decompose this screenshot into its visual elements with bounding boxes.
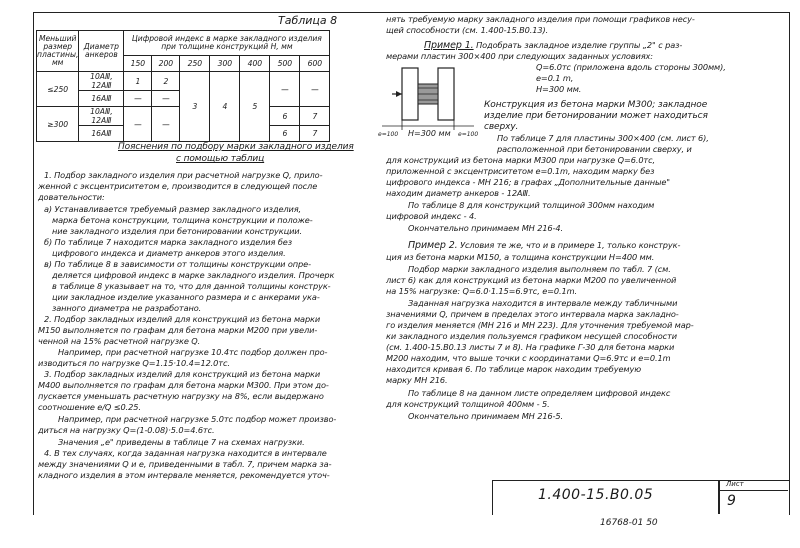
table-cell: — — [152, 107, 180, 142]
text-line: Например, при расчетной нагрузке 10.4тс подбор должен про- — [58, 347, 328, 357]
text-line: для конструкций из бетона марки М300 при нагрузке Q=6.0тс, — [386, 155, 656, 165]
text-line: Конструкция из бетона марки М300; закладное — [484, 100, 708, 110]
text-line: лист 6) как для конструкций из бетона марки М200 по увеличенной — [386, 275, 677, 285]
archive-stamp: 16768-01 50 — [600, 518, 658, 528]
size-row-2: ≥300 — [37, 107, 79, 142]
text-line: деляется цифровой индекс в марке закладного изделия. Прочерк — [52, 270, 335, 280]
table-cell: 7 — [300, 107, 330, 126]
text-line: на 15% нагрузке: Q=6.0·1.15=6.9тс, е=0.1m. — [386, 286, 577, 296]
dimension-e-right: е=100 — [458, 131, 478, 138]
document-code: 1.400-15.В0.05 — [538, 487, 654, 503]
sheet-number: 9 — [727, 493, 736, 509]
text-line: Подбор марки закладного изделия выполняем по табл. 7 (см. — [408, 264, 671, 274]
load-arrow-head — [396, 91, 402, 97]
text-line: марку МН 216. — [386, 375, 448, 385]
text-line: Подобрать закладное изделие группы „2" с раз- — [473, 40, 683, 50]
table-cell: 6 — [270, 126, 300, 142]
text-line: Например, при расчетной нагрузке 5.0тс подбор может произво- — [58, 414, 337, 424]
table-cell: — — [124, 107, 152, 142]
embed-part-figure — [378, 64, 478, 144]
text-line: б) По таблице 7 находится марка закладного изделия без — [44, 237, 292, 247]
text-line: цифровой индекс - 4. — [386, 211, 477, 221]
sheet-label: Лист — [726, 480, 744, 488]
text-line: го изделия меняется (МН 216 и МН 223). Для уточнения требуемой мар- — [386, 320, 694, 330]
table-head-span: Цифровой индекс в марке закладного изделия при толщине конструкций Н, мм — [124, 31, 330, 56]
text-line: мерами пластин 300×400 при следующих заданных условиях: — [386, 51, 653, 61]
thickness-250: 250 — [180, 56, 210, 72]
table-cell: 6 — [270, 107, 300, 126]
anchor-cell: 16АⅢ — [79, 126, 124, 142]
text-line: Заданная нагрузка находится в интервале между табличными — [408, 298, 678, 308]
table-cell: 7 — [300, 126, 330, 142]
text-line: Условия те же, что и в примере 1, только конструк- — [457, 240, 681, 250]
anchor-cell: 10АⅢ, 12АⅢ — [79, 107, 124, 126]
text-line: (см. 1.400-15.В0.13 листы 7 и 8). На графике Г-30 для бетона марки — [386, 342, 675, 352]
text-line: щей способности (см. 1.400-15.В0.13). — [386, 25, 549, 35]
text-line: нять требуемую марку закладного изделия при помощи графиков несу- — [386, 14, 695, 24]
text-line: 1. Подбор закладного изделия при расчетной нагрузке Q, прило- — [44, 170, 323, 180]
text-line: ки закладного изделия пользуемся графиком несущей способности — [386, 331, 677, 341]
condition-line: Q=6.0тс (приложена вдоль стороны 300мм), — [536, 62, 726, 72]
thickness-200: 200 — [152, 56, 180, 72]
text-line: М200 находим, что выше точки с координатами Q=6.9тс и е=0.1m — [386, 353, 671, 363]
table-cell: — — [270, 72, 300, 107]
text-line: ции закладное изделие указанного размера и с анкерами ука- — [52, 292, 320, 302]
text-line: 4. В тех случаях, когда заданная нагрузка находится в интервале — [44, 448, 327, 458]
text-line: между значениями Q и е, приведенными в табл. 7, причем марка за- — [38, 459, 332, 469]
anchor-cell: 10АⅢ, 12АⅢ — [79, 72, 124, 91]
table-cell: 5 — [240, 72, 270, 142]
text-line: в) По таблице 8 в зависимости от толщины конструкции опре- — [44, 259, 311, 269]
table-cell: 2 — [152, 72, 180, 91]
table-cell: 1 — [124, 72, 152, 91]
thickness-150: 150 — [124, 56, 152, 72]
explanations-heading: Пояснения по подбору марки закладного изделия — [118, 142, 354, 152]
text-line: цифрового индекса и диаметр анкеров этого изделия. — [52, 248, 286, 258]
table-cell: 4 — [210, 72, 240, 142]
example-2-heading: Пример 2. — [408, 240, 458, 251]
plate-left — [402, 68, 418, 120]
example-1-heading: Пример 1. — [424, 40, 474, 51]
text-line: ние закладного изделия при бетонировании конструкции. — [52, 226, 303, 236]
text-line: диться на нагрузку Q=(1-0.08)·5.0=4.6тс. — [38, 425, 215, 435]
example-1-line — [424, 40, 682, 51]
table-cell: 3 — [180, 72, 210, 142]
text-line: Окончательно принимаем МН 216-5. — [408, 411, 564, 421]
text-line: пускается уменьшать расчетную нагрузку на 8%, если выдержано — [38, 391, 324, 401]
text-line: кладного изделия в этом интервале меняется, рекомендуется уточ- — [38, 470, 330, 480]
text-line: приложенной с эксцентриситетом е=0.1m, находим марку без — [386, 166, 655, 176]
text-line: По таблице 8 на данном листе определяем цифровой индекс — [408, 388, 671, 398]
text-line: 3. Подбор закладных изделий для конструкций из бетона марки — [44, 369, 321, 379]
text-line: значениями Q, причем в пределах этого интервала марка закладно- — [386, 309, 679, 319]
table-8 — [36, 30, 330, 142]
thickness-600: 600 — [300, 56, 330, 72]
text-line: По таблице 8 для конструкций толщиной 300мм находим — [408, 200, 655, 210]
text-line: довательности: — [38, 192, 105, 202]
thickness-500: 500 — [270, 56, 300, 72]
text-line: а) Устанавливается требуемый размер закладного изделия, — [44, 204, 302, 214]
table-cell: — — [124, 91, 152, 107]
text-line: сверху. — [484, 122, 519, 132]
title-block-divider — [719, 490, 788, 491]
thickness-300: 300 — [210, 56, 240, 72]
thickness-400: 400 — [240, 56, 270, 72]
text-line: марка бетона конструкции, толщина конструкции и положе- — [52, 215, 313, 225]
text-line: находится кривая 6. По таблице марок находим требуемую — [386, 364, 642, 374]
explanations-subheading: с помощью таблиц — [176, 154, 265, 164]
text-line: М150 выполняется по графам для бетона марки М200 при увели- — [38, 325, 318, 335]
anchor-cell: 16АⅢ — [79, 91, 124, 107]
dimension-e-left: е=100 — [378, 131, 399, 138]
text-line: цифрового индекса - МН 216; в графах „Дополнительные данные" — [386, 177, 670, 187]
text-line: По таблице 7 для пластины 300×400 (см. лист 6), — [497, 133, 709, 143]
text-line: соотношение e/Q ≤0.25. — [38, 402, 141, 412]
condition-line: е=0.1 m, — [536, 73, 574, 83]
text-line: ченной на 15% расчетной нагрузке Q. — [38, 336, 201, 346]
dimension-h: H=300 мм — [408, 129, 451, 138]
text-line: находим диаметр анкеров - 12АⅢ. — [386, 188, 531, 198]
text-line: изделие при бетонировании может находиться — [484, 111, 708, 121]
text-line: М400 выполняется по графам для бетона марки М300. При этом до- — [38, 380, 329, 390]
table-title: Таблица 8 — [278, 14, 338, 27]
text-line: расположенной при бетонировании сверху, и — [497, 144, 692, 154]
example-2-line — [408, 240, 680, 251]
text-line: ция из бетона марки М150, а толщина конструкции Н=400 мм. — [386, 252, 655, 262]
table-head-diameter: Диаметр анкеров — [79, 31, 124, 72]
text-line: Окончательно принимаем МН 216-4. — [408, 223, 564, 233]
size-row-1: ≤250 — [37, 72, 79, 107]
text-line: занного диаметра не разработано. — [52, 303, 202, 313]
table-cell: — — [300, 72, 330, 107]
text-line: изводиться по нагрузке Q=1.15·10.4=12.0тс. — [38, 358, 230, 368]
text-line: 2. Подбор закладных изделий для конструкций из бетона марки — [44, 314, 321, 324]
text-line: Значения „е" приведены в таблице 7 на схемах нагрузки. — [58, 437, 305, 447]
table-cell: — — [152, 91, 180, 107]
text-line: в таблице 8 указывает на то, что для данной толщины конструк- — [52, 281, 331, 291]
plate-right — [438, 68, 454, 120]
condition-line: Н=300 мм. — [536, 84, 582, 94]
text-line: для конструкций толщиной 400мм - 5. — [386, 399, 550, 409]
title-block-divider — [718, 480, 720, 514]
text-line: женной с эксцентриситетом e, производится в следующей после — [38, 181, 318, 191]
table-head-size: Меньший размер пластины, мм — [37, 31, 79, 72]
